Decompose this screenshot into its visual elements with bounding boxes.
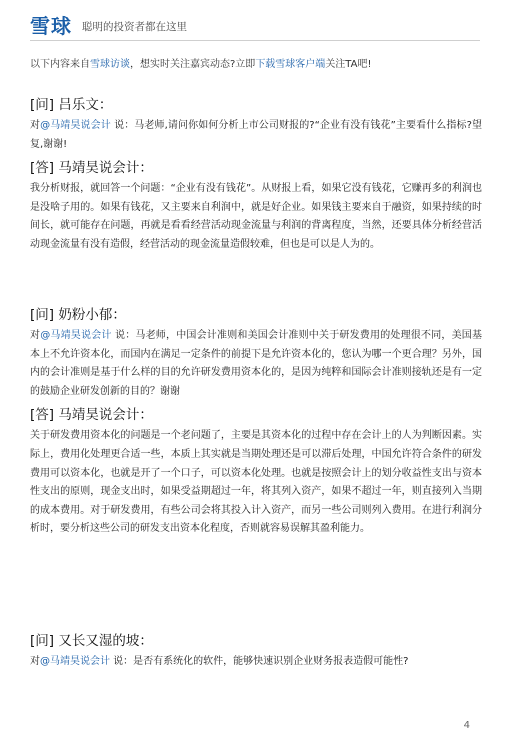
qa-block <box>30 96 482 255</box>
question-heading: [问] 又长又湿的坡： <box>30 633 153 649</box>
question-body: 说：马老师，中国会计准则和美国会计准则中关于研发费用的处理很不同，美国基本上不允许资本化，而国内在满足一定条件的前提下是允许资本化的，您认为哪一个更合理？另外，国内的会计准则是基于什么样的目的允许研发费用资本化的，是因为纯粹和国际会计准则接轨还是有一定的鼓励企业研发创新的目的？谢谢 <box>30 330 482 397</box>
intro-line <box>30 55 372 70</box>
question-text <box>30 653 482 672</box>
answer-text: 我分析财报，就回答一个问题：“企业有没有钱花”。从财报上看，如果它没有钱花，它赚再多的利润也是没啥子用的。如果有钱花，又主要来自利润中，就是好企业。如果钱主要来自于融资，如果持续的时间长，就可能存在问题，再就是看看经营活动现金流量与利润的背离程度，当然，还要具体分析经营活动现金流量有没有造假，经营活动的现金流量造假较难，但也是可以是人为的。 <box>30 183 482 250</box>
mention-link[interactable]: @马靖昊说会计 <box>40 330 112 341</box>
xueqiu-logo: 雪球 <box>30 14 72 38</box>
page-number: 4 <box>463 720 470 731</box>
intro-suffix: 关注TA吧! <box>325 59 372 70</box>
mention-link[interactable]: @马靖昊说会计 <box>40 120 111 131</box>
answer-text: 关于研发费用资本化的问题是一个老问题了，主要是其资本化的过程中存在会计上的人为判断因素。实际上，费用化处理更合适一些，本质上其实就是当期处理还是可以滞后处理，中国允许符合条件的研发费用可以资本化，也就是开了一个口子，可以资本化处理。也就是按照会计上的划分收益性支出与资本性支出的原则，现金支出时，如果受益期超过一年，将其列入资产，如果不超过一年，则直接列入当期的成本费用。对于研发费用，有些公司会将其投入计入资产，而另一些公司则列入费用。在进行利润分析时，要分析这些公司的研发支出资本化程度，否则就容易误解其盈利能力。 <box>30 430 482 535</box>
question-prefix: 对 <box>30 120 41 131</box>
mention-link[interactable]: @马靖昊说会计 <box>40 656 110 667</box>
answer-heading: [答] 马靖昊说会计： <box>30 160 153 177</box>
header-slogan: 聪明的投资者都在这里 <box>82 21 187 33</box>
question-text <box>30 327 482 401</box>
xueqiu-interview-link[interactable]: 雪球访谈 <box>90 59 130 70</box>
question-heading: [问] 奶粉小郁： <box>30 307 126 323</box>
qa-block <box>30 306 482 539</box>
question-prefix: 对 <box>30 330 41 341</box>
question-prefix: 对 <box>30 656 40 667</box>
answer-heading: [答] 马靖昊说会计： <box>30 407 153 424</box>
intro-middle: ，想实时关注嘉宾动态?立即 <box>130 59 256 70</box>
question-body: 说：马老师,请问你如何分析上市公司财报的?“企业有没有钱花”主要看什么指标?望复,谢谢! <box>30 120 483 150</box>
download-client-link[interactable]: 下载雪球客户端 <box>255 59 326 70</box>
qa-block <box>30 632 482 672</box>
question-body: 说：是否有系统化的软件，能够快速识别企业财务报表造假可能性? <box>110 656 409 667</box>
intro-prefix: 以下内容来自 <box>30 59 90 70</box>
page-header <box>30 10 480 41</box>
question-text <box>30 117 482 154</box>
question-heading: [问] 吕乐文： <box>30 97 113 113</box>
